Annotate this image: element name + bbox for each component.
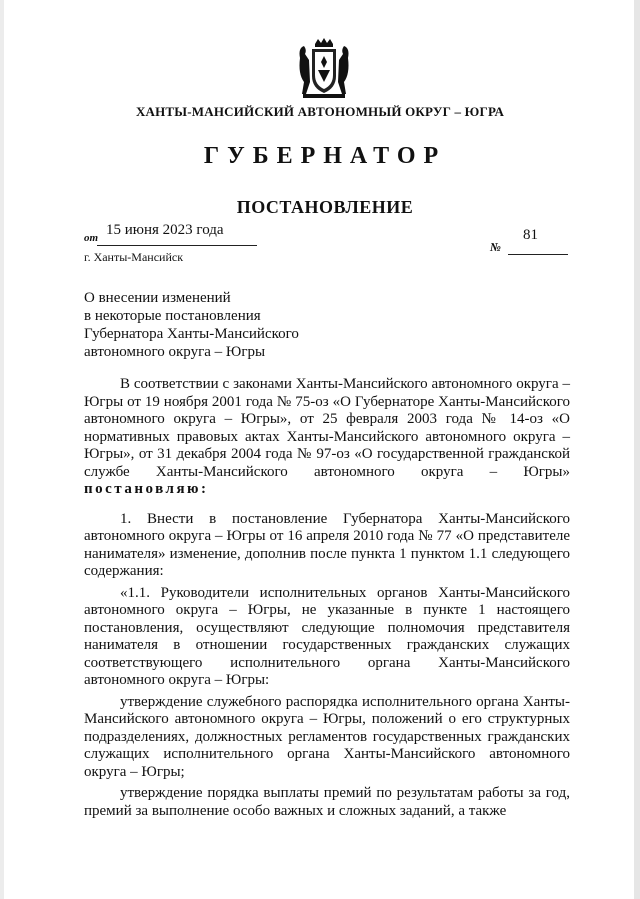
- document-body: [84, 376, 570, 820]
- subject-line: Губернатора Ханты-Мансийского: [84, 326, 299, 342]
- scan-edge-right: [634, 0, 640, 899]
- date-prefix-label: от: [84, 232, 99, 244]
- number-label: №: [490, 240, 501, 254]
- document-type: ПОСТАНОВЛЕНИЕ: [236, 197, 414, 217]
- document-subject: [84, 289, 384, 361]
- preamble-text: В соответствии с законами Ханты-Мансийского автономного округа – Югры от 19 ноября 2001 года № 75-оз «О Губернаторе Ханты-Мансийского автономного округа – Югры», от 25 февраля 2003 года № 14-оз «О нормативных правовых актах Ханты-Мансийского автономного округа – Югры», от 31 декабря 2004 года № 97-оз «О государственной гражданской службе Ханты-Мансийского автономного округа – Югры»: [84, 376, 570, 480]
- subject-line: О внесении изменений: [84, 290, 231, 306]
- scan-edge-left: [0, 0, 4, 899]
- item-1-paragraph: 1. Внести в постановление Губернатора Ханты-Мансийского автономного округа – Югры от 16 апреля 2010 года № 77 «О представителе нанимателя» изменение, дополнив после пункта 1 пунктом 1.1 следующего содержания:: [84, 510, 570, 579]
- document-number: 81: [523, 227, 538, 243]
- approval-paragraph: утверждение служебного распорядка исполнительного органа Ханты-Мансийского автономного округа – Югры, положений о его структурных подразделениях, должностных регламентов государственных гражданских служащих исполнительного органа Ханты-Мансийского автономного округа – Югры;: [84, 693, 570, 780]
- region-name: ХАНТЫ-МАНСИЙСКИЙ АВТОНОМНЫЙ ОКРУГ – ЮГРА: [135, 104, 505, 119]
- item-1-1-paragraph: «1.1. Руководители исполнительных органов Ханты-Мансийского автономного округа – Югры, не указанные в пункте 1 настоящего постановления, осуществляют следующие полномочия представителя нанимателя в отношении государственных гражданских служащих соответствующего исполнительного органа Ханты-Мансийского автономного округа – Югры:: [84, 584, 570, 688]
- resolve-word: постановляю:: [84, 481, 209, 497]
- subject-line: автономного округа – Югры: [84, 344, 266, 360]
- date-underline: [97, 245, 257, 246]
- approval-paragraph: утверждение порядка выплаты премий по результатам работы за год, премий за выполнение особо важных и сложных заданий, а также: [84, 785, 570, 819]
- coat-of-arms-icon: [295, 38, 353, 100]
- preamble-paragraph: [84, 376, 570, 499]
- issuer-title: ГУБЕРНАТОР: [203, 143, 447, 169]
- number-underline: [508, 254, 568, 255]
- subject-line: в некоторые постановления: [84, 308, 261, 324]
- issue-city: г. Ханты-Мансийск: [84, 250, 184, 264]
- document-date: 15 июня 2023 года: [106, 222, 224, 238]
